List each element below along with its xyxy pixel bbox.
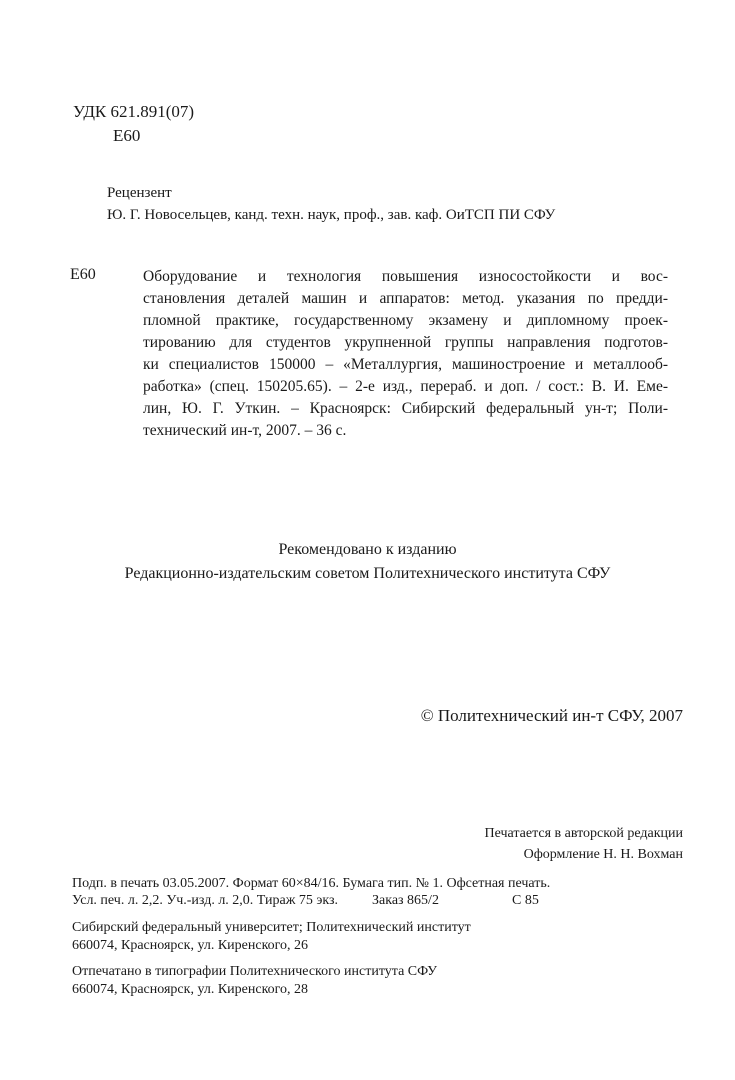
- biblio-line: Оборудование и технология повышения износостойкости и вос-: [143, 268, 668, 285]
- copyright-notice: © Политехнический ин-т СФУ, 2007: [420, 706, 683, 725]
- biblio-line: лин, Ю. Г. Уткин. – Красноярск: Сибирский федеральный ун-т; Поли-: [143, 400, 668, 417]
- biblio-line: тированию для студентов укрупненной группы направления подготов-: [143, 334, 668, 351]
- biblio-line: становления деталей машин и аппаратов: метод. указания по предди-: [143, 290, 668, 307]
- order-code: С 85: [512, 893, 539, 908]
- catalog-code: Е60: [113, 126, 141, 145]
- editorial-note: Печатается в авторской редакции: [484, 826, 683, 841]
- printer-address: 660074, Красноярск, ул. Киренского, 28: [72, 982, 309, 997]
- recommendation-line-2: Редакционно-издательским советом Политехнического института СФУ: [124, 565, 611, 582]
- reviewer-label: Рецензент: [107, 185, 172, 201]
- reviewer-name: Ю. Г. Новосельцев, канд. техн. наук, проф., зав. каф. ОиТСП ПИ СФУ: [107, 207, 556, 223]
- udk-index: УДК 621.891(07): [73, 102, 195, 121]
- design-credit: Оформление Н. Н. Вохман: [523, 847, 683, 862]
- bibliographic-description: [143, 266, 668, 442]
- bibliographic-code: Е60: [70, 266, 96, 283]
- biblio-line: ки специалистов 150000 – «Металлургия, машиностроение и металлооб-: [143, 356, 668, 373]
- order-number: Заказ 865/2: [372, 893, 439, 908]
- printer-name: Отпечатано в типографии Политехнического института СФУ: [72, 964, 438, 979]
- recommendation-line-1: Рекомендовано к изданию: [278, 541, 457, 558]
- publisher-name: Сибирский федеральный университет; Политехнический институт: [72, 920, 471, 935]
- print-sheets: Усл. печ. л. 2,2. Уч.-изд. л. 2,0. Тираж 75 экз.: [72, 893, 339, 908]
- print-specs-line-2: [72, 893, 539, 909]
- publisher-address: 660074, Красноярск, ул. Киренского, 26: [72, 938, 309, 953]
- biblio-line: пломной практике, государственному экзамену и дипломному проек-: [143, 312, 668, 329]
- biblio-line: работка» (спец. 150205.65). – 2-е изд., перераб. и доп. / сост.: В. И. Еме-: [143, 378, 668, 395]
- print-specs-line-1: Подп. в печать 03.05.2007. Формат 60×84/16. Бумага тип. № 1. Офсетная печать.: [72, 876, 551, 891]
- biblio-line: технический ин-т, 2007. – 36 с.: [143, 422, 347, 439]
